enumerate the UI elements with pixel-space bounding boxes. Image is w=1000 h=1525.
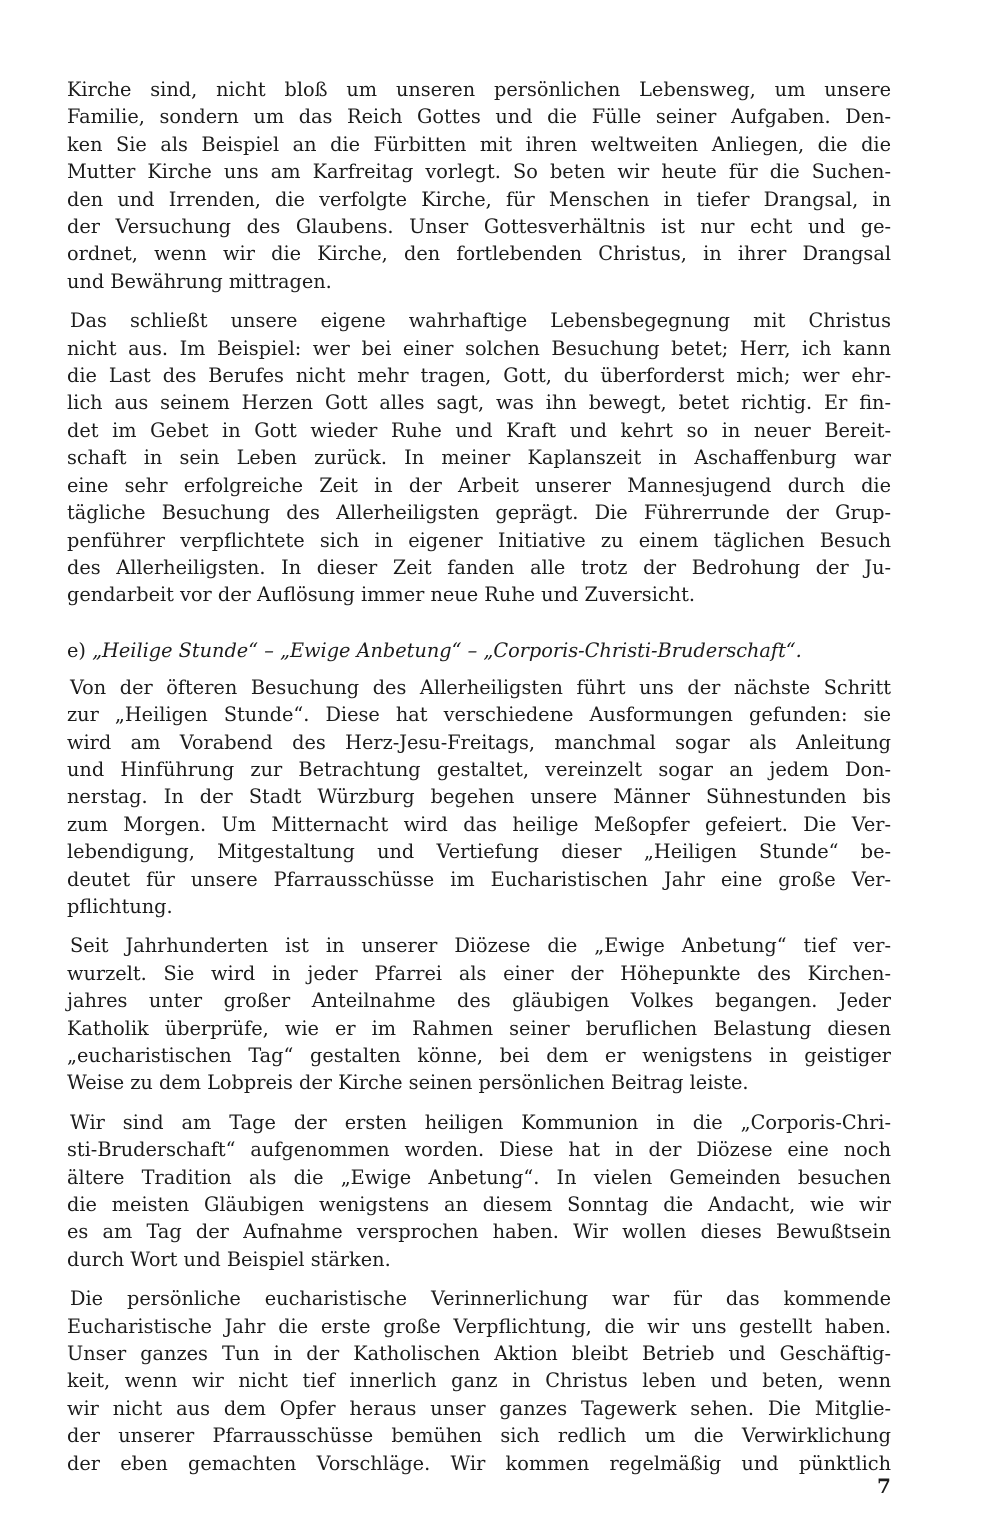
text-line: deutet für unsere Pfarrausschüsse im Eucharistischen Jahr eine große Ver- xyxy=(67,867,891,891)
text-line: ältere Tradition als die „Ewige Anbetung“. In vielen Gemeinden besuchen xyxy=(67,1165,891,1189)
text-line: eine sehr erfolgreiche Zeit in der Arbeit unserer Mannesjugend durch die xyxy=(67,473,891,497)
text-line: Familie, sondern um das Reich Gottes und die Fülle seiner Aufgaben. Den- xyxy=(67,105,891,129)
text-line: Das schließt unsere eigene wahrhaftige Lebensbegegnung mit Christus xyxy=(70,309,891,333)
text-line: gendarbeit vor der Auflösung immer neue Ruhe und Zuversicht. xyxy=(67,583,695,607)
text-line: Die persönliche eucharistische Verinnerlichung war für das kommende xyxy=(70,1287,891,1311)
text-line: pflichtung. xyxy=(67,894,173,918)
section-heading-prefix: e) xyxy=(67,638,93,662)
text-line: der unserer Pfarrausschüsse bemühen sich redlich um die Verwirklichung xyxy=(67,1424,891,1448)
text-line: und Hinführung zur Betrachtung gestaltet, vereinzelt sogar an jedem Don- xyxy=(67,757,891,781)
section-heading-text: „Heilige Stunde“ – „Ewige Anbetung“ – „Corporis-Christi-Bruderschaft“. xyxy=(92,638,802,662)
text-line: die meisten Gläubigen wenigstens an diesem Sonntag die Andacht, wie wir xyxy=(67,1193,891,1217)
paragraph-1 xyxy=(67,76,891,295)
text-line: schaft in sein Leben zurück. In meiner Kaplanszeit in Aschaffenburg war xyxy=(67,446,891,470)
text-line: jahres unter großer Anteilnahme des gläubigen Volkes begangen. Jeder xyxy=(67,989,891,1013)
text-line: und Bewährung mittragen. xyxy=(67,269,332,293)
text-line: lich aus seinem Herzen Gott alles sagt, was ihn bewegt, betet richtig. Er fin- xyxy=(67,391,891,415)
page-body xyxy=(67,76,891,1489)
paragraph-4 xyxy=(67,932,891,1096)
text-line: tägliche Besuchung des Allerheiligsten geprägt. Die Führerrunde der Grup- xyxy=(67,501,891,525)
text-line: wurzelt. Sie wird in jeder Pfarrei als einer der Höhepunkte des Kirchen- xyxy=(67,961,891,985)
paragraph-5 xyxy=(67,1109,891,1273)
text-line: Seit Jahrhunderten ist in unserer Diözese die „Ewige Anbetung“ tief ver- xyxy=(70,934,891,958)
section-heading xyxy=(67,637,891,664)
text-line: Weise zu dem Lobpreis der Kirche seinen persönlichen Beitrag leiste. xyxy=(67,1071,749,1095)
text-line: Unser ganzes Tun in der Katholischen Aktion bleibt Betrieb und Geschäftig- xyxy=(67,1342,891,1366)
text-line: den und Irrenden, die verfolgte Kirche, für Menschen in tiefer Drangsal, in xyxy=(67,187,891,211)
text-line: lebendigung, Mitgestaltung und Vertiefung dieser „Heiligen Stunde“ be- xyxy=(67,840,891,864)
text-line: det im Gebet in Gott wieder Ruhe und Kraft und kehrt so in neuer Bereit- xyxy=(67,418,891,442)
text-line: nerstag. In der Stadt Würzburg begehen unsere Männer Sühnestunden bis xyxy=(67,785,891,809)
text-line: sti-Bruderschaft“ aufgenommen worden. Diese hat in der Diözese eine noch xyxy=(67,1138,891,1162)
text-line: wird am Vorabend des Herz-Jesu-Freitags, manchmal sogar als Anleitung xyxy=(67,730,891,754)
text-line: nicht aus. Im Beispiel: wer bei einer solchen Besuchung betet; Herr, ich kann xyxy=(67,336,891,360)
text-line: Mutter Kirche uns am Karfreitag vorlegt. So beten wir heute für die Suchen- xyxy=(67,160,891,184)
text-line: durch Wort und Beispiel stärken. xyxy=(67,1247,391,1271)
text-line: „eucharistischen Tag“ gestalten könne, bei dem er wenigstens in geistiger xyxy=(67,1044,891,1067)
text-line: der eben gemachten Vorschläge. Wir kommen regelmäßig und pünktlich xyxy=(67,1451,891,1475)
page-number: 7 xyxy=(877,1474,891,1498)
text-line: Von der öfteren Besuchung des Allerheiligsten führt uns der nächste Schritt xyxy=(70,675,891,699)
text-line: Katholik überprüfe, wie er im Rahmen seiner beruflichen Belastung diesen xyxy=(67,1016,891,1040)
paragraph-3 xyxy=(67,674,891,921)
text-line: der Versuchung des Glaubens. Unser Gottesverhältnis ist nur echt und ge- xyxy=(67,215,891,239)
text-line: Kirche sind, nicht bloß um unseren persönlichen Lebensweg, um unsere xyxy=(67,78,891,101)
text-line: es am Tag der Aufnahme versprochen haben. Wir wollen dieses Bewußtsein xyxy=(67,1220,891,1244)
text-line: Wir sind am Tage der ersten heiligen Kommunion in die „Corporis-Chri- xyxy=(70,1110,891,1134)
text-line: ken Sie als Beispiel an die Fürbitten mit ihren weltweiten Anliegen, die die xyxy=(67,132,891,156)
text-line: Eucharistische Jahr die erste große Verpflichtung, die wir uns gestellt haben. xyxy=(67,1314,891,1338)
text-line: des Allerheiligsten. In dieser Zeit fanden alle trotz der Bedrohung der Ju- xyxy=(67,555,891,579)
text-line: penführer verpflichtete sich in eigener Initiative zu einem täglichen Besuch xyxy=(67,528,891,552)
text-line: zum Morgen. Um Mitternacht wird das heilige Meßopfer gefeiert. Die Ver- xyxy=(67,812,891,836)
text-line: keit, wenn wir nicht tief innerlich ganz in Christus leben und beten, wenn xyxy=(67,1369,891,1393)
paragraph-2 xyxy=(67,307,891,608)
text-line: zur „Heiligen Stunde“. Diese hat verschiedene Ausformungen gefunden: sie xyxy=(67,703,891,727)
text-line: die Last des Berufes nicht mehr tragen, Gott, du überforderst mich; wer ehr- xyxy=(67,364,891,388)
paragraph-6 xyxy=(67,1285,891,1477)
text-line: wir nicht aus dem Opfer heraus unser ganzes Tagewerk sehen. Die Mitglie- xyxy=(67,1396,891,1420)
text-line: ordnet, wenn wir die Kirche, den fortlebenden Christus, in ihrer Drangsal xyxy=(67,242,891,266)
